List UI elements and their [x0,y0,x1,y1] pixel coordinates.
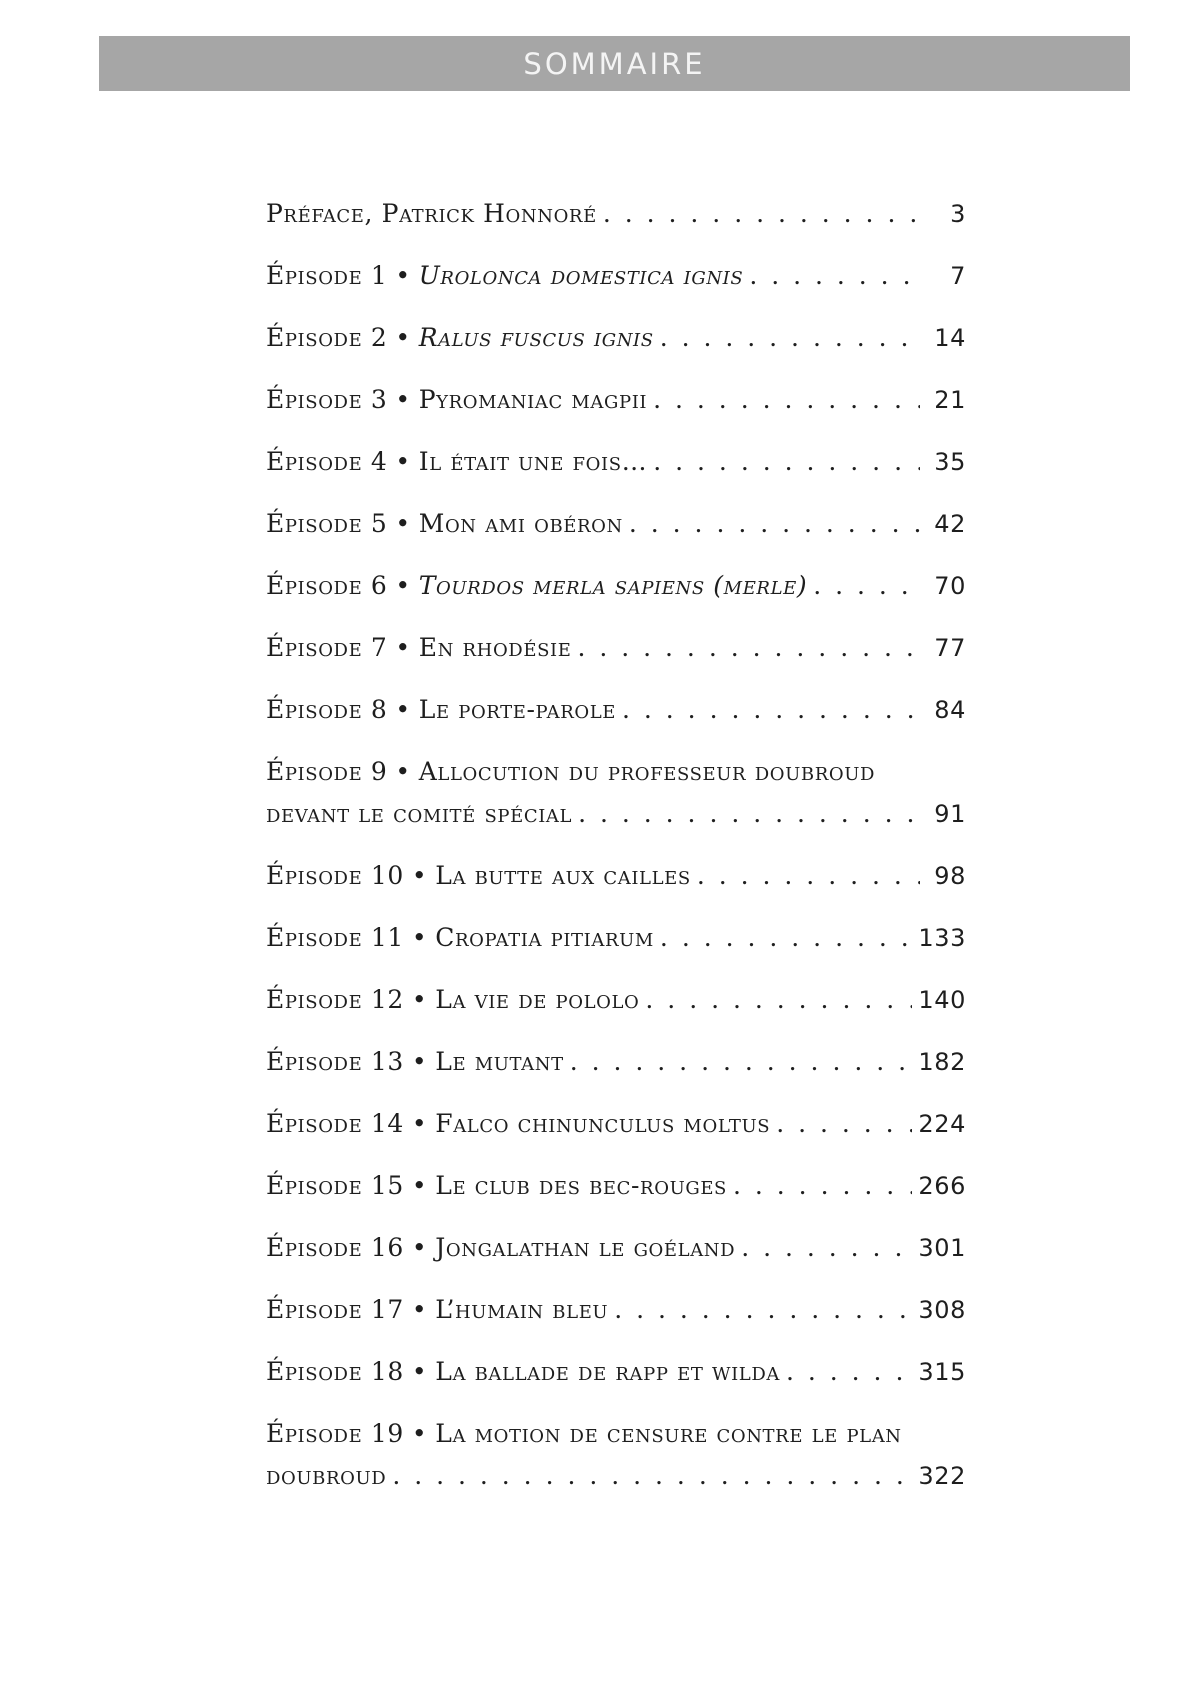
toc-entry-line [266,919,966,957]
dot-leader [653,381,920,419]
bullet-separator: • [395,261,411,290]
toc-entry-line [266,443,966,481]
header-banner [99,36,1130,91]
entry-label: Préface, Patrick Honnoré [266,199,597,228]
bullet-separator: • [411,1419,428,1448]
page-title: SOMMAIRE [523,46,706,81]
bullet-separator: • [395,695,411,724]
bullet-separator: • [395,757,411,786]
toc-entry-line [266,691,966,729]
entry-label: Épisode 5 [266,509,388,538]
page-number: 140 [918,986,966,1014]
entry-label: Épisode 13 [266,1047,404,1076]
entry-title: L’humain bleu [435,1295,609,1324]
entry-label: Épisode 10 [266,861,404,890]
table-of-contents [266,195,966,1519]
dot-leader [614,1291,912,1329]
toc-entry[interactable] [266,857,966,895]
toc-entry[interactable] [266,381,966,419]
entry-label: Épisode 15 [266,1171,404,1200]
entry-label: Épisode 6 [266,571,388,600]
page-number: 77 [934,634,966,662]
toc-entry[interactable] [266,753,966,833]
dot-leader [629,505,920,543]
dot-leader [660,919,912,957]
toc-entry[interactable] [266,505,966,543]
dot-leader [733,1167,912,1205]
dot-leader [749,257,920,295]
toc-entry[interactable] [266,981,966,1019]
bullet-separator: • [411,1233,428,1262]
page-number: 308 [918,1296,966,1324]
entry-label: Épisode 16 [266,1233,404,1262]
toc-entry[interactable] [266,1043,966,1081]
toc-entry[interactable] [266,257,966,295]
toc-entry[interactable] [266,1167,966,1205]
entry-label: Épisode 7 [266,633,388,662]
page-number: 315 [918,1358,966,1386]
entry-title: Urolonca domestica ignis [418,261,744,290]
page-number: 42 [934,510,966,538]
entry-title: Falco chinunculus moltus [435,1109,771,1138]
entry-title: Jongalathan le goéland [435,1233,736,1262]
entry-label: Épisode 3 [266,385,388,414]
toc-entry-line [266,857,966,895]
entry-title: Allocution du professeur doubroud [418,757,876,786]
entry-title: Ralus fuscus ignis [418,323,654,352]
toc-entry[interactable] [266,443,966,481]
dot-leader [653,443,920,481]
bullet-separator: • [395,571,411,600]
entry-label: Épisode 1 [266,261,388,290]
toc-entry-line [266,1415,966,1453]
entry-title: La motion de censure contre le plan [435,1419,902,1448]
page-number: 70 [934,572,966,600]
toc-entry[interactable] [266,1229,966,1267]
entry-title: Le porte-parole [418,695,616,724]
bullet-separator: • [411,985,428,1014]
dot-leader [578,795,920,833]
page-number: 301 [918,1234,966,1262]
entry-title: En rhodésie [418,633,572,662]
dot-leader [741,1229,912,1267]
toc-entry[interactable] [266,691,966,729]
toc-entry-line [266,795,966,833]
toc-entry[interactable] [266,1353,966,1391]
entry-title: Cropatia pitiarum [435,923,654,952]
page-number: 3 [950,200,966,228]
toc-entry[interactable] [266,195,966,233]
entry-label: Épisode 14 [266,1109,404,1138]
toc-entry[interactable] [266,1291,966,1329]
entry-title: La vie de pololo [435,985,640,1014]
page-number: 35 [934,448,966,476]
entry-label: Épisode 4 [266,447,388,476]
toc-entry-line [266,505,966,543]
toc-entry-line [266,629,966,667]
bullet-separator: • [395,509,411,538]
toc-entry[interactable] [266,319,966,357]
page-number: 7 [950,262,966,290]
page-number: 91 [934,800,966,828]
entry-label: Épisode 9 [266,757,388,786]
dot-leader [776,1105,912,1143]
page-number: 21 [934,386,966,414]
bullet-separator: • [411,1047,428,1076]
entry-label: Épisode 19 [266,1419,404,1448]
entry-label: Épisode 2 [266,323,388,352]
entry-title: Le club des bec-rouges [435,1171,727,1200]
dot-leader [660,319,920,357]
toc-entry-line [266,381,966,419]
toc-entry[interactable] [266,1105,966,1143]
bullet-separator: • [395,633,411,662]
entry-title: doubroud [266,1461,387,1490]
entry-label: Épisode 11 [266,923,404,952]
entry-title: Tourdos merla sapiens (merle) [418,571,808,600]
page-number: 182 [918,1048,966,1076]
toc-entry-line [266,981,966,1019]
page-number: 322 [918,1462,966,1490]
dot-leader [786,1353,912,1391]
toc-entry-line [266,195,966,233]
page-number: 14 [934,324,966,352]
entry-title: devant le comité spécial [266,799,573,828]
toc-entry[interactable] [266,629,966,667]
bullet-separator: • [411,1171,428,1200]
entry-title: Il était une fois… [418,447,648,476]
toc-entry-line [266,1229,966,1267]
toc-entry[interactable] [266,919,966,957]
page-number: 266 [918,1172,966,1200]
toc-entry-line [266,319,966,357]
toc-entry-line [266,1167,966,1205]
bullet-separator: • [395,385,411,414]
bullet-separator: • [411,861,428,890]
page-number: 133 [918,924,966,952]
entry-title: Le mutant [435,1047,564,1076]
bullet-separator: • [411,1295,428,1324]
dot-leader [622,691,920,729]
entry-label: Épisode 12 [266,985,404,1014]
dot-leader [577,629,920,667]
toc-entry[interactable] [266,567,966,605]
dot-leader [645,981,912,1019]
page-number: 84 [934,696,966,724]
toc-entry-line [266,753,966,791]
entry-title: Pyromaniac magpii [418,385,648,414]
dot-leader [570,1043,913,1081]
entry-label: Épisode 8 [266,695,388,724]
toc-entry-line [266,1105,966,1143]
toc-entry-line [266,1353,966,1391]
page-number: 224 [918,1110,966,1138]
bullet-separator: • [411,1109,428,1138]
bullet-separator: • [395,323,411,352]
toc-entry-line [266,1291,966,1329]
bullet-separator: • [411,923,428,952]
entry-title: Mon ami obéron [418,509,623,538]
dot-leader [813,567,920,605]
entry-title: La butte aux cailles [435,861,691,890]
bullet-separator: • [411,1357,428,1386]
dot-leader [603,195,920,233]
toc-entry-line [266,1043,966,1081]
entry-label: Épisode 18 [266,1357,404,1386]
toc-entry-line [266,1457,966,1495]
entry-title: La ballade de rapp et wilda [435,1357,780,1386]
toc-entry[interactable] [266,1415,966,1495]
bullet-separator: • [395,447,411,476]
dot-leader [697,857,920,895]
toc-entry-line [266,257,966,295]
entry-label: Épisode 17 [266,1295,404,1324]
toc-entry-line [266,567,966,605]
page-number: 98 [934,862,966,890]
dot-leader [392,1457,912,1495]
